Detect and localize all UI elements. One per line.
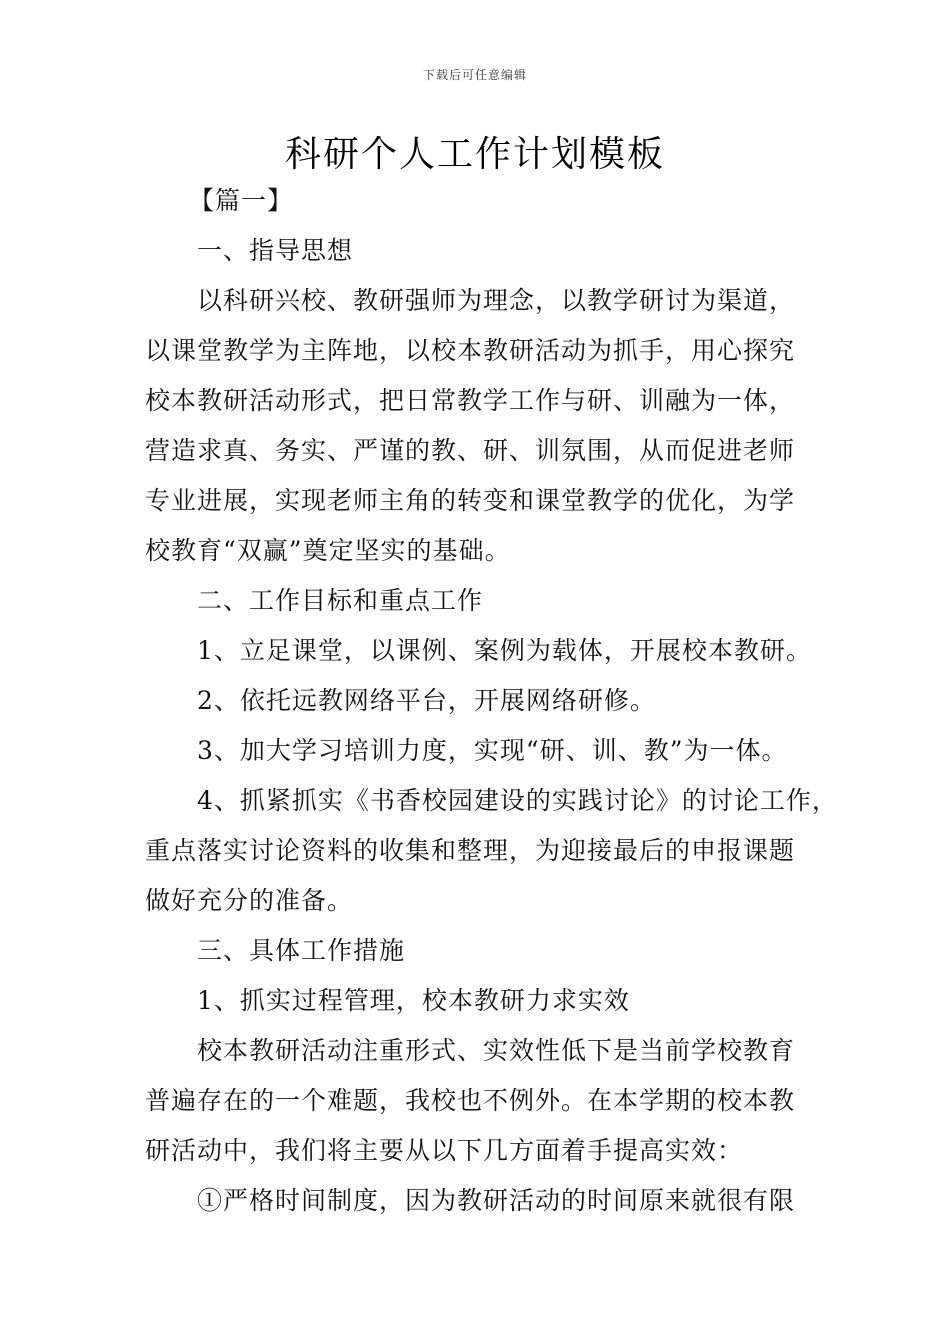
list-item: 3、加大学习培训力度，实现“研、训、教”为一体。 — [197, 736, 788, 765]
paragraph-line: 校本教研活动注重形式、实效性低下是当前学校教育 — [197, 1036, 796, 1065]
paragraph-line: 做好充分的准备。 — [145, 886, 354, 915]
heading-goals: 二、工作目标和重点工作 — [197, 586, 484, 615]
paragraph-line: 以科研兴校、教研强师为理念，以教学研讨为渠道， — [197, 286, 796, 315]
list-item: 1、立足课堂，以课例、案例为载体，开展校本教研。 — [197, 636, 812, 665]
paragraph-line: 校教育“双赢”奠定坚实的基础。 — [145, 536, 511, 565]
paragraph-line: 研活动中，我们将主要从以下几方面着手提高实效： — [145, 1136, 744, 1165]
paragraph-line: 专业进展，实现老师主角的转变和课堂教学的优化，为学 — [145, 486, 796, 515]
document-body — [145, 176, 838, 1226]
paragraph-line: 重点落实讨论资料的收集和整理，为迎接最后的申报课题 — [145, 836, 796, 865]
list-item: 2、依托远教网络平台，开展网络研修。 — [197, 686, 656, 715]
paragraph-line: 普遍存在的一个难题，我校也不例外。在本学期的校本教 — [145, 1086, 796, 1115]
section-marker: 【篇一】 — [189, 186, 294, 215]
paragraph-line: 以课堂教学为主阵地，以校本教研活动为抓手，用心探究 — [145, 336, 796, 365]
heading-measures: 三、具体工作措施 — [197, 936, 406, 965]
list-item: 4、抓紧抓实《书香校园建设的实践讨论》的讨论工作， — [197, 786, 838, 815]
list-item: ①严格时间制度，因为教研活动的时间原来就很有限 — [197, 1186, 796, 1215]
heading-guiding-thought: 一、指导思想 — [197, 236, 354, 265]
paragraph-line: 营造求真、务实、严谨的教、研、训氛围，从而促进老师 — [145, 436, 796, 465]
page-header-note: 下载后可任意编辑 — [422, 68, 527, 82]
paragraph-line: 校本教研活动形式，把日常教学工作与研、训融为一体， — [145, 386, 796, 415]
document-title: 科研个人工作计划模板 — [284, 134, 665, 175]
list-item: 1、抓实过程管理，校本教研力求实效 — [197, 986, 630, 1015]
